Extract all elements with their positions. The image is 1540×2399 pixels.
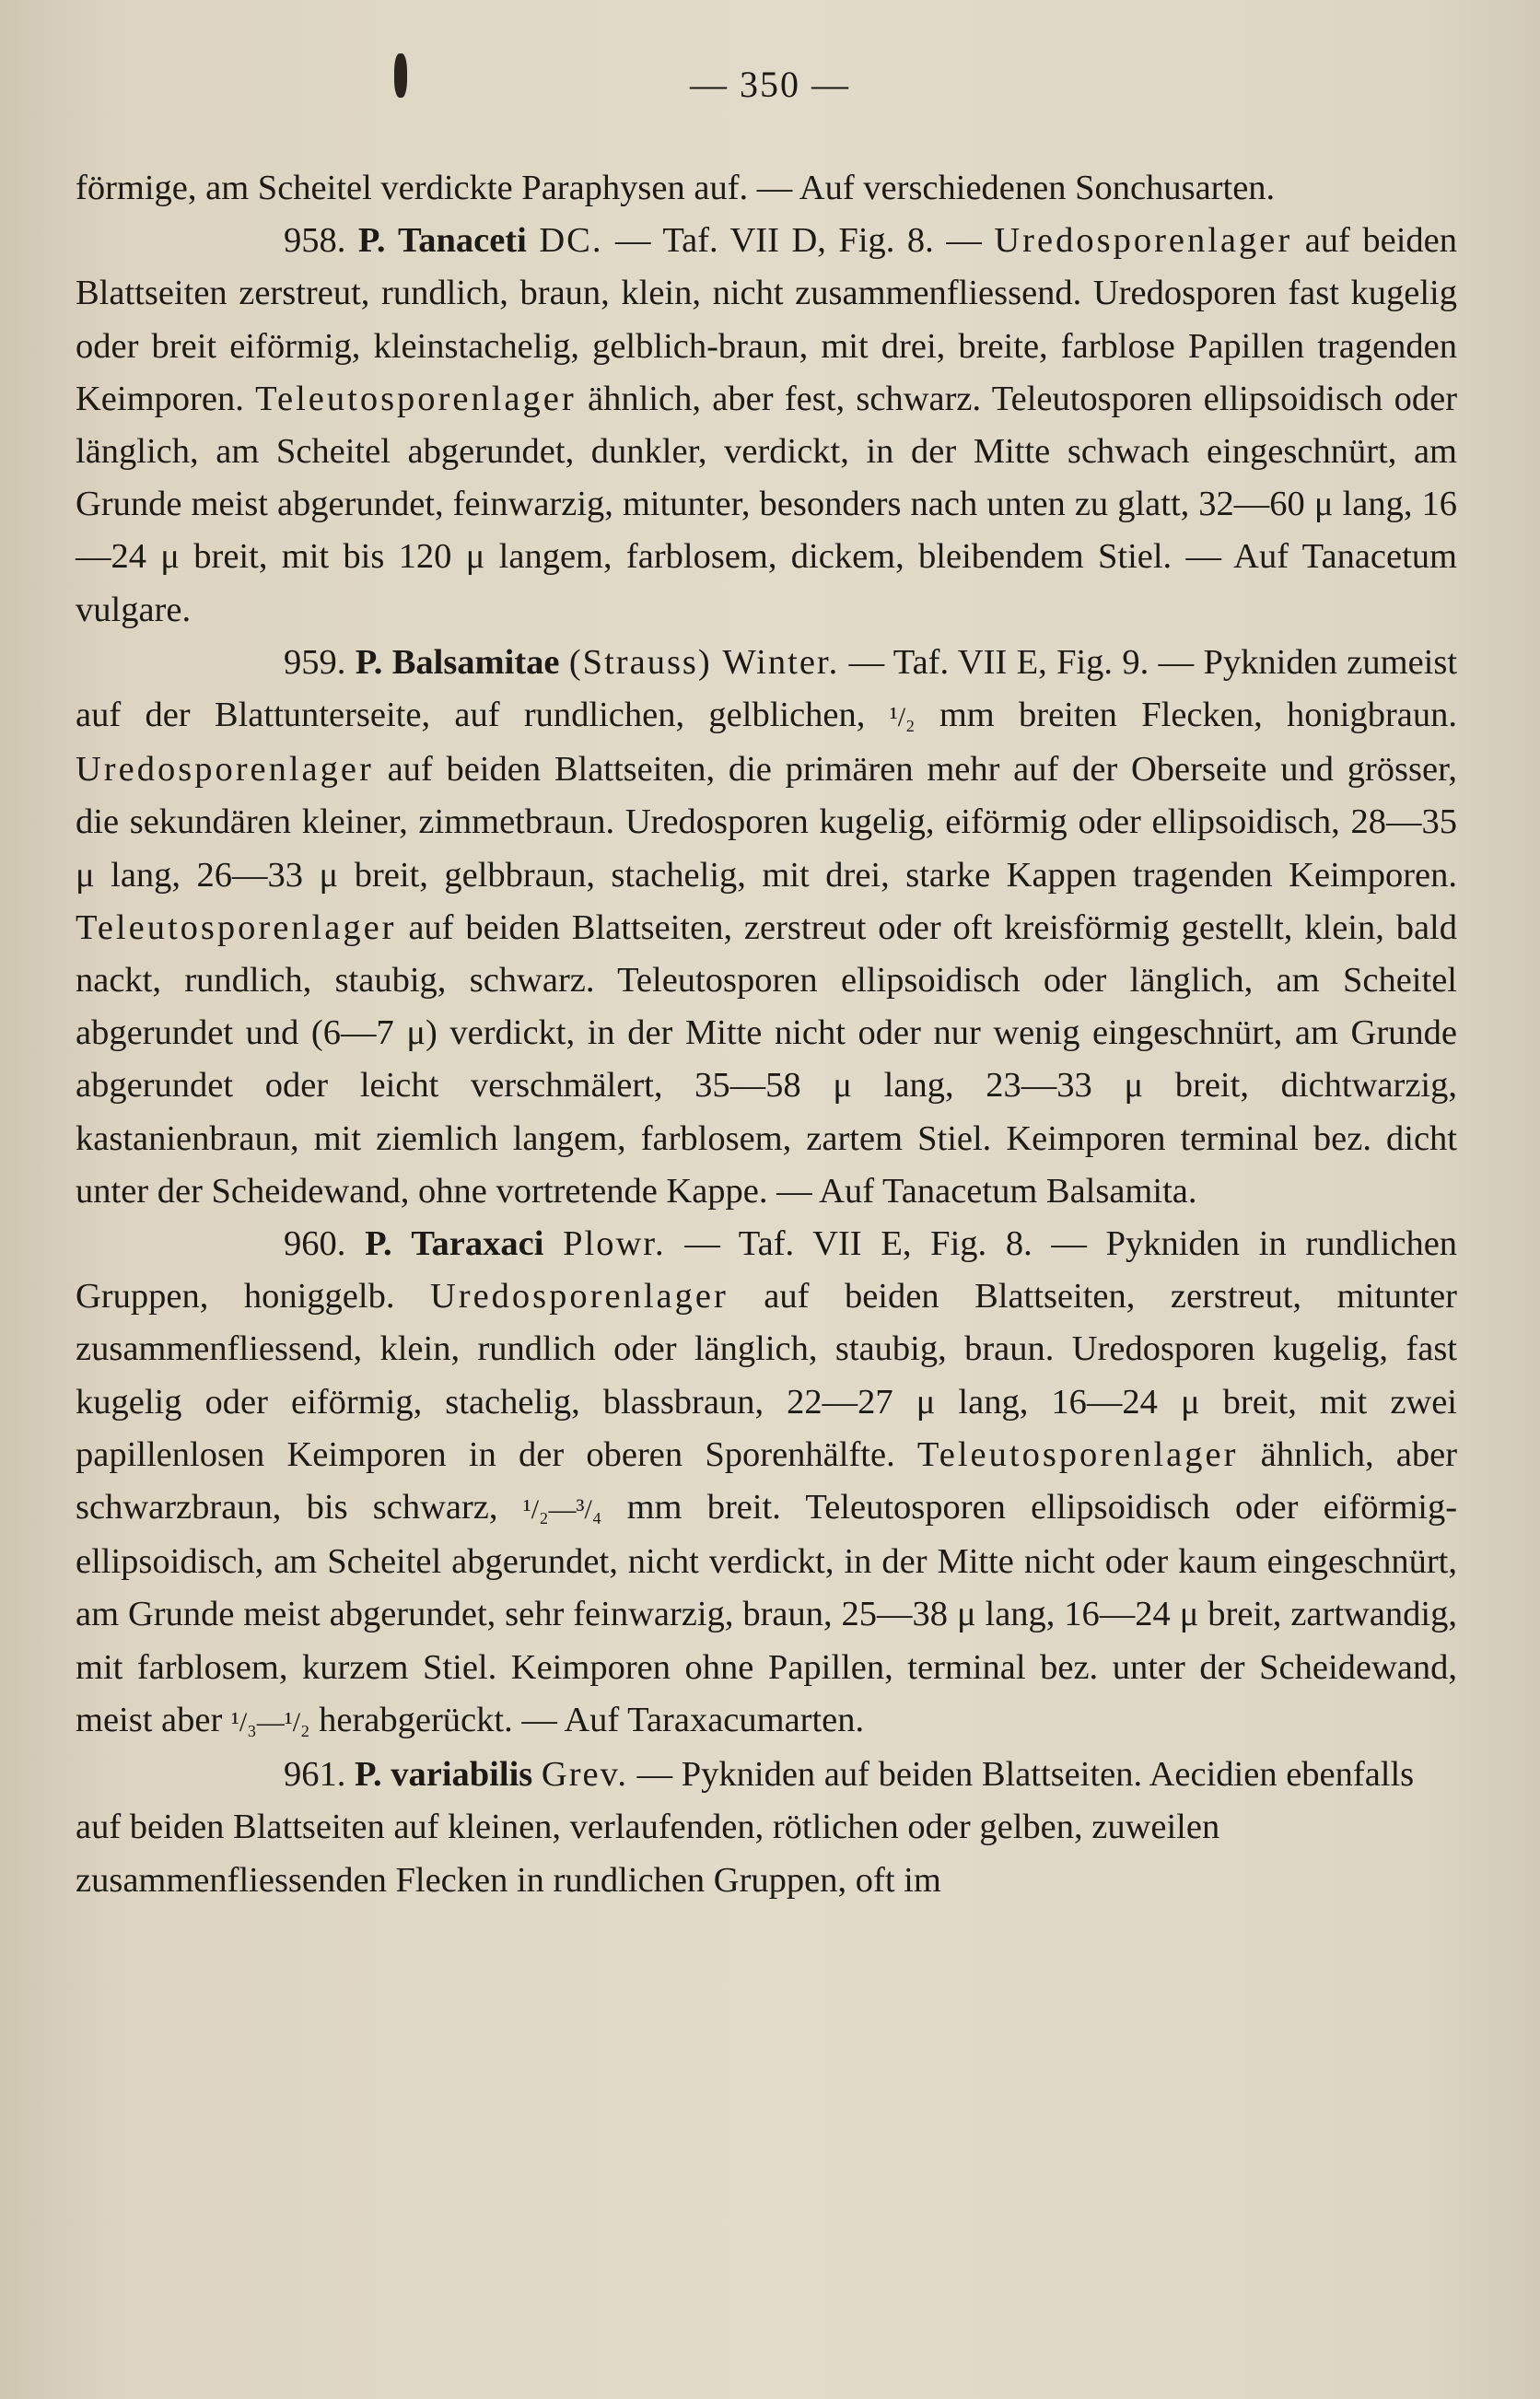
description-text: — Pykniden auf beiden Blattseiten. Aecidien ebenfalls auf beiden Blattseiten auf kleinen, verlaufenden, rötlichen oder gelben, zuweilen zusammenfliessenden Flecken in rundlichen Gruppen, oft im bbox=[76, 1755, 1415, 1900]
species-name: Balsamitae bbox=[391, 642, 560, 682]
species-name: Taraxaci bbox=[411, 1224, 544, 1264]
page-number: — 350 — bbox=[690, 64, 850, 105]
description-text: herabgerückt. — Auf Taraxacumarten. bbox=[319, 1700, 865, 1739]
genus: P. bbox=[355, 642, 383, 682]
description-text: mm breiten Flecken, honigbraun. bbox=[939, 696, 1458, 735]
description-text: ähnlich, aber fest, schwarz. Teleutosporen ellipsoidisch oder länglich, am Scheitel abgerundet, dunkler, verdickt, in der Mitte schwach eingeschnürt, am Grunde meist abgerundet, feinwarzig, mitunter, besonders nach unten zu glatt, 32—60 μ lang, 16—24 μ breit, mit bis 120 μ langem, farblosem, dickem, bleibendem Stiel. — Auf Tanacetum vulgare. bbox=[76, 379, 1458, 629]
description-text: mm breit. Teleutosporen ellipsoidisch oder eiförmig-ellipsoidisch, am Scheitel abgerundet, nicht verdickt, in der Mitte nicht oder kaum eingeschnürt, am Grunde meist abgerundet, sehr feinwarzig, braun, 25—38 μ lang, 16—24 μ breit, zartwandig, mit farblosem, kurzem Stiel. Keimporen ohne Papillen, terminal bez. unter der Scheidewand, meist aber bbox=[76, 1488, 1458, 1739]
species-name: variabilis bbox=[391, 1755, 533, 1795]
spaced-term: Teleutosporenlager bbox=[916, 1434, 1239, 1474]
plate-reference: — Taf. VII E, Fig. 8. — bbox=[684, 1224, 1087, 1264]
entry-number: 958. bbox=[284, 221, 346, 261]
fraction: ¹/₃—¹/₂ bbox=[230, 1706, 310, 1738]
species-name: Tanaceti bbox=[398, 221, 527, 261]
spaced-term: Teleutosporenlager bbox=[255, 379, 577, 418]
genus: P. bbox=[365, 1224, 392, 1264]
spaced-term: Uredosporenlager bbox=[76, 750, 374, 790]
genus: P. bbox=[357, 221, 386, 261]
entry-958 bbox=[76, 215, 1457, 637]
spaced-term: Uredosporenlager bbox=[429, 1277, 729, 1317]
author: Plowr. bbox=[563, 1224, 666, 1264]
author: (Strauss) Winter. bbox=[568, 642, 840, 682]
spaced-term: Teleutosporenlager bbox=[76, 907, 397, 947]
spaced-term: Uredosporenlager bbox=[994, 221, 1293, 261]
page-body bbox=[76, 162, 1457, 1907]
continuation-paragraph: förmige, am Scheitel verdickte Paraphysen auf. — Auf verschiedenen Sonchusarten. bbox=[76, 169, 1276, 207]
entry-number: 959. bbox=[284, 642, 346, 682]
entry-961 bbox=[76, 1749, 1457, 1907]
description-text: auf beiden Blattseiten zerstreut, rundlich, braun, klein, nicht zusammenfliessend. Uredosporen fast kugelig oder breit eiförmig, kleinstachelig, gelblich-braun, mit drei, breite, farblose Papillen tragenden Keimporen. bbox=[76, 221, 1458, 418]
author: Grev. bbox=[541, 1755, 628, 1795]
plate-reference: — Taf. VII E, Fig. 9. — bbox=[848, 642, 1195, 682]
entry-number: 960. bbox=[284, 1224, 346, 1264]
fraction: ¹/₂—³/₄ bbox=[522, 1494, 602, 1526]
description-text: auf beiden Blattseiten, zerstreut oder oft kreisförmig gestellt, klein, bald nackt, rundlich, staubig, schwarz. Teleutosporen ellipsoidisch oder länglich, am Scheitel abgerundet und (6—7 μ) verdickt, in der Mitte nicht oder nur wenig eingeschnürt, am Grunde abgerundet oder leicht verschmälert, 35—58 μ lang, 23—33 μ breit, dichtwarzig, kastanienbraun, mit ziemlich langem, farblosem, zartem Stiel. Keimporen terminal bez. dicht unter der Scheidewand, ohne vortretende Kappe. — Auf Tanacetum Balsamita. bbox=[76, 907, 1458, 1211]
entry-number: 961. bbox=[284, 1755, 346, 1795]
plate-reference: — Taf. VII D, Fig. 8. — bbox=[614, 221, 982, 261]
author: DC. bbox=[539, 221, 603, 261]
description-text: Pykniden zumeist auf der Blattunterseite, auf rundlichen, gelblichen, bbox=[76, 642, 1458, 735]
entry-959 bbox=[76, 637, 1457, 1218]
description-text: auf beiden Blattseiten, zerstreut, mitunter zusammenfliessend, klein, rundlich oder länglich, staubig, braun. Uredosporen kugelig, fast kugelig oder eiförmig, stachelig, blassbraun, 22—27 μ lang, 16—24 μ breit, mit zwei papillenlosen Keimporen in der oberen Sporenhälfte. bbox=[76, 1277, 1458, 1474]
description-text: auf beiden Blattseiten, die primären mehr auf der Oberseite und grösser, die sekundären kleiner, zimmetbraun. Uredosporen kugelig, eiförmig oder ellipsoidisch, 28—35 μ lang, 26—33 μ breit, gelbbraun, stachelig, mit drei, starke Kappen tragenden Keimporen. bbox=[76, 750, 1458, 895]
fraction: ¹/₂ bbox=[889, 702, 916, 733]
entry-960 bbox=[76, 1218, 1457, 1749]
genus: P. bbox=[355, 1755, 382, 1795]
description-text: Pykniden in rundlichen Gruppen, honiggelb. bbox=[76, 1224, 1458, 1317]
description-text: ähnlich, aber schwarzbraun, bis schwarz, bbox=[76, 1434, 1458, 1527]
